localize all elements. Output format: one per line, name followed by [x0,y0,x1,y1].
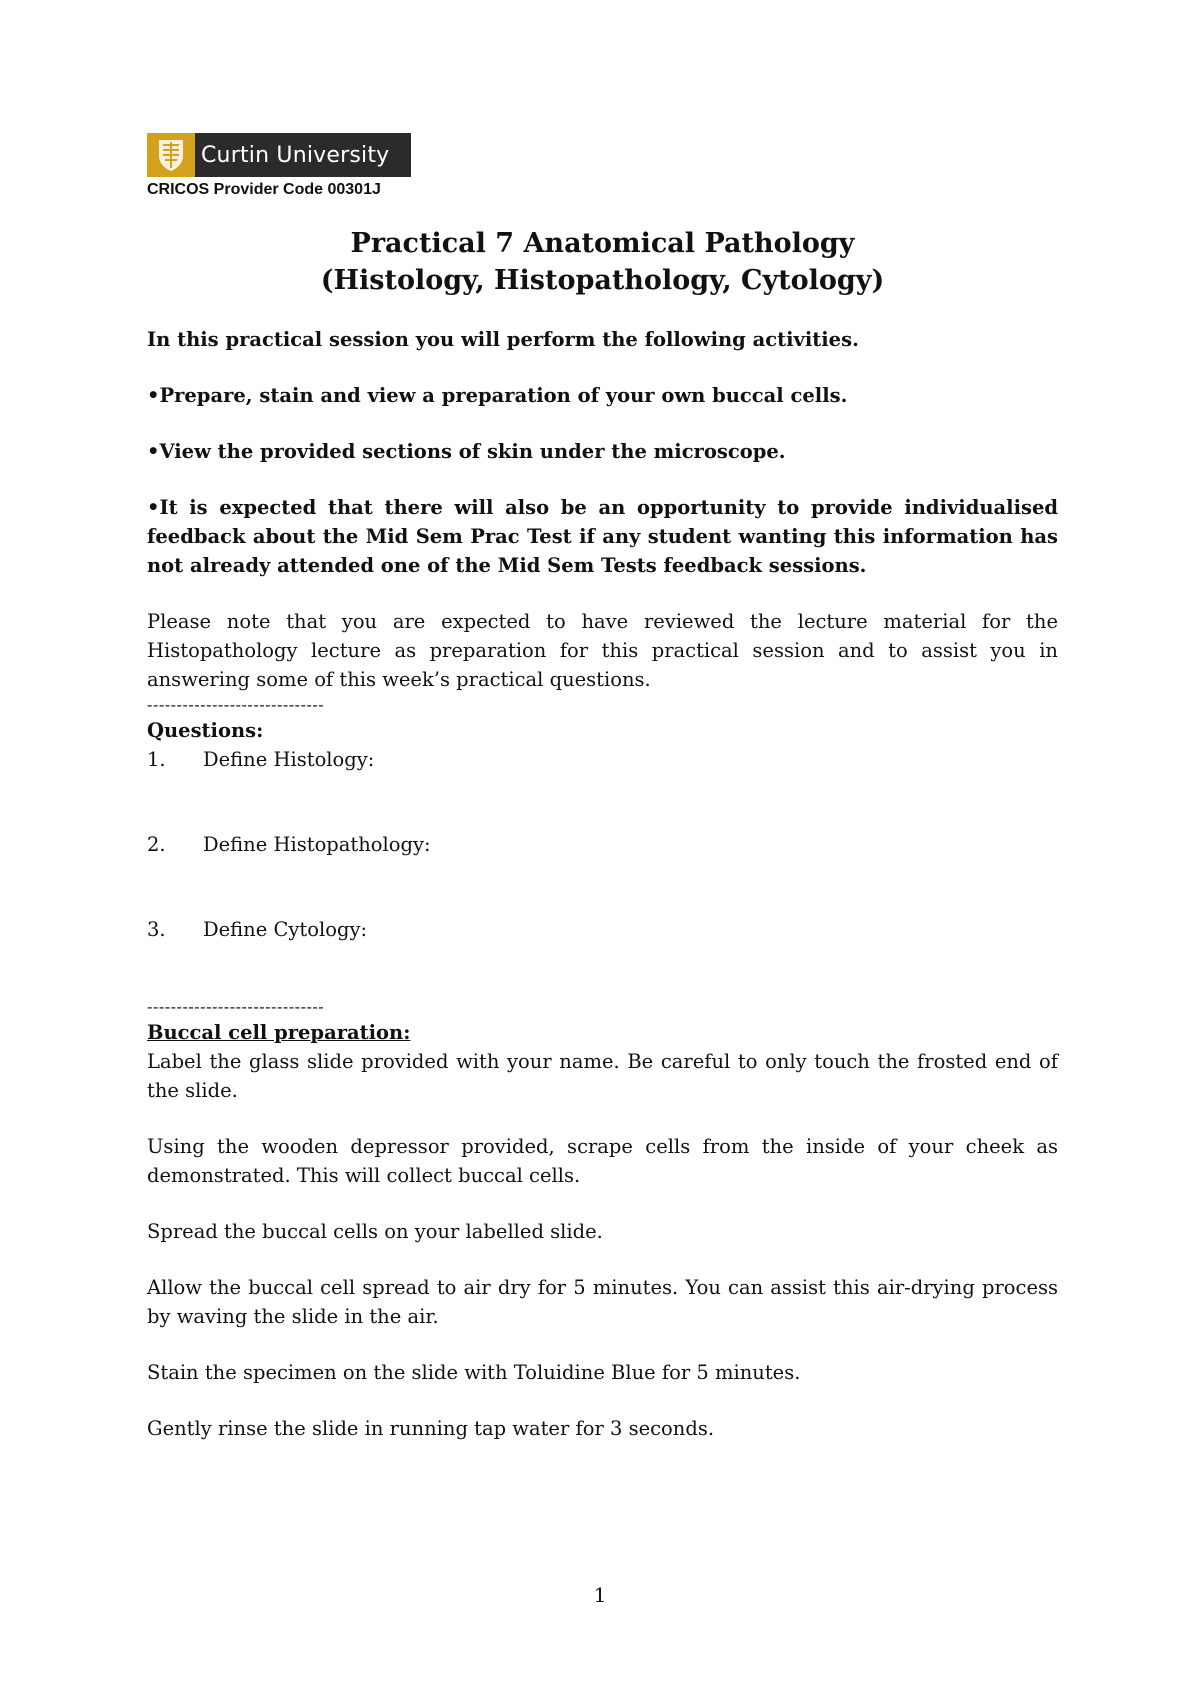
buccal-step: Stain the specimen on the slide with Toluidine Blue for 5 minutes. [147,1361,801,1384]
buccal-heading: Buccal cell preparation: [147,1021,411,1044]
question-item [147,915,1058,944]
questions-heading: Questions: [147,719,264,742]
cricos-code: CRICOS Provider Code 00301J [147,181,381,198]
question-number: 1. [147,748,166,771]
question-number: 3. [147,918,166,941]
question-item [147,830,1058,859]
question-item [147,745,1058,774]
divider: ------------------------------ [147,695,325,714]
logo-text: Curtin University [201,142,390,168]
question-text: Define Histopathology: [203,833,431,856]
activity-bullet: •Prepare, stain and view a preparation of your own buccal cells. [147,384,848,407]
activity-bullet: •View the provided sections of skin under the microscope. [147,440,786,463]
title-line-2: (Histology, Histopathology, Cytology) [320,265,885,296]
activity-bullet: •It is expected that there will also be an opportunity to provide individualised feedback about the Mid Sem Prac Test if any student wanting this information has not already attended one of the Mid Sem Tests feedback sessions. [147,496,1058,577]
question-list [147,745,1058,944]
answer-space [147,774,1058,830]
page-title [147,225,1058,299]
buccal-step: Spread the buccal cells on your labelled slide. [147,1220,603,1243]
intro-lead: In this practical session you will perform the following activities. [147,328,859,351]
divider: ------------------------------ [147,997,325,1016]
question-text: Define Cytology: [203,918,368,941]
buccal-step: Allow the buccal cell spread to air dry for 5 minutes. You can assist this air-drying process by waving the slide in the air. [147,1276,1058,1328]
question-number: 2. [147,833,166,856]
buccal-step: Gently rinse the slide in running tap water for 3 seconds. [147,1417,715,1440]
buccal-step: Label the glass slide provided with your name. Be careful to only touch the frosted end of the slide. [147,1050,1058,1102]
question-text: Define Histology: [203,748,375,771]
title-line-1: Practical 7 Anatomical Pathology [350,228,855,259]
crest-icon [147,133,195,177]
page-content [147,133,1058,1443]
preparation-note: Please note that you are expected to have reviewed the lecture material for the Histopathology lecture as preparation for this practical session and to assist you in answering some of this week’s practical questions. [147,610,1058,691]
answer-space [147,859,1058,915]
answer-space [147,944,1058,996]
buccal-step: Using the wooden depressor provided, scrape cells from the inside of your cheek as demonstrated. This will collect buccal cells. [147,1135,1058,1187]
page-number: 1 [593,1583,607,1607]
curtin-logo [147,133,411,177]
